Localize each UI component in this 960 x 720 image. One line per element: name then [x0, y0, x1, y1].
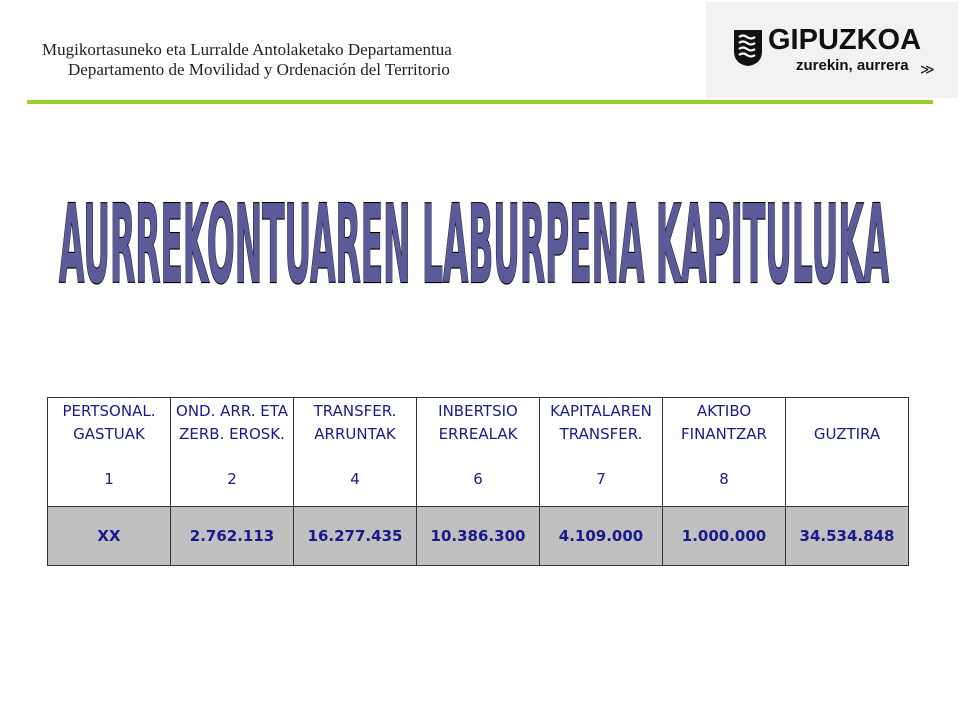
chapter-number: 4 — [350, 470, 360, 488]
chapter-amount-cell: XX — [48, 507, 171, 566]
chapter-header-cell — [294, 398, 417, 507]
chapter-amount-cell: 16.277.435 — [294, 507, 417, 566]
chapter-header-cell — [540, 398, 663, 507]
title-banner — [0, 170, 960, 300]
double-chevron-icon: ≫ — [920, 62, 935, 78]
department-name-spanish: Departamento de Movilidad y Ordenación del Territorio — [68, 60, 450, 79]
shield-icon — [733, 29, 763, 67]
chapter-label-line1: INBERTSIO — [438, 402, 518, 420]
chapter-amount-cell: 4.109.000 — [540, 507, 663, 566]
header-row — [48, 398, 909, 507]
chapter-label-line1: AKTIBO — [696, 402, 752, 420]
department-name — [42, 40, 452, 80]
logo-name: GIPUZKOA — [768, 24, 922, 56]
chapter-header-cell — [417, 398, 540, 507]
department-name-basque: Mugikortasuneko eta Lurralde Antolaketako Departamentua — [42, 40, 452, 59]
chapter-label-line1: TRANSFER. — [313, 402, 397, 420]
chapter-number: 1 — [104, 470, 114, 488]
chapter-label-line1: OND. ARR. ETA — [176, 402, 288, 420]
chapter-label-line2: FINANTZAR — [681, 425, 767, 443]
chapter-number: 8 — [719, 470, 729, 488]
chapter-header-cell — [663, 398, 786, 507]
chapter-header-cell — [786, 398, 909, 507]
chapter-header-cell — [48, 398, 171, 507]
values-row — [48, 507, 909, 566]
chapter-label-line2: ZERB. EROSK. — [179, 425, 285, 443]
chapter-amount-cell: 2.762.113 — [171, 507, 294, 566]
chapter-label-line2: ARRUNTAK — [314, 425, 396, 443]
chapter-label-line2: GUZTIRA — [813, 425, 881, 443]
budget-summary-table — [47, 397, 909, 566]
chapter-amount-cell: 34.534.848 — [786, 507, 909, 566]
chapter-number: 6 — [473, 470, 483, 488]
chapter-label-line1: KAPITALAREN — [550, 402, 652, 420]
page-title: AURREKONTUAREN LABURPENA KAPITULUKA — [59, 183, 890, 300]
chapter-header-cell — [171, 398, 294, 507]
chapter-amount-cell: 10.386.300 — [417, 507, 540, 566]
chapter-label-line1 — [786, 400, 908, 423]
chapter-label-line2: TRANSFER. — [559, 425, 643, 443]
chapter-amount-cell: 1.000.000 — [663, 507, 786, 566]
chapter-label-line2: GASTUAK — [73, 425, 145, 443]
chapter-number: 2 — [227, 470, 237, 488]
gipuzkoa-logo — [706, 2, 958, 98]
chapter-label-line2: ERREALAK — [438, 425, 518, 443]
chapter-number: 7 — [596, 470, 606, 488]
chapter-label-line1: PERTSONAL. — [62, 402, 156, 420]
header-divider — [27, 100, 933, 104]
chapter-number — [786, 468, 908, 491]
logo-tagline: zurekin, aurrera — [796, 57, 909, 74]
